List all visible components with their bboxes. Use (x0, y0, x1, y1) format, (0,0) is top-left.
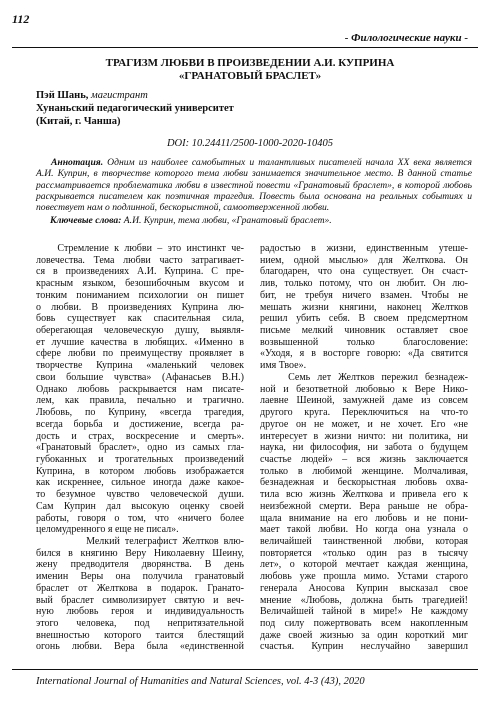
keywords-label: Ключевые слова: (50, 215, 122, 226)
text-line: тила всю жизнь Желткова и привела его к (260, 489, 468, 501)
text-line: творчестве Куприна «маленький человек (36, 360, 244, 372)
text-line: наука, ни философия, ни забота о будущем (260, 442, 468, 454)
body-column-right (260, 243, 468, 653)
text-line: работы, говоря о том, что «ничего более (36, 512, 244, 524)
text-line: губоканных и трогательных произведений (36, 453, 244, 465)
author-role: магистрант (88, 90, 148, 101)
text-line: лет», о которой мечтает каждая женщина, (260, 559, 468, 571)
text-line: генерала Аносова Куприн высказал свое (260, 582, 468, 594)
text-line: нием, одной мыслью» для Желткова. Он (260, 254, 468, 266)
text-line: Любовь, по Куприну, «всегда трагедия, (36, 407, 244, 419)
text-line: вый браслет символизирует святую и веч- (36, 594, 244, 606)
text-line: мает такой любви. Но когда она узнала о (260, 524, 468, 536)
text-line: внешностью которого таится блестящий (36, 629, 244, 641)
text-line: ной и безответной любовью к Вере Нико- (260, 383, 468, 395)
author-block (36, 89, 336, 128)
text-line: радостью в жизни, единственным утеше- (260, 243, 468, 254)
text-line: Величайшей тайной в мире!» Не каждому (260, 606, 468, 618)
text-line: Сам Куприн дал высокую оценку своей (36, 500, 244, 512)
text-line: ся в произведениях А.И. Куприна. С пре- (36, 266, 244, 278)
article-title (30, 57, 470, 83)
text-line: бился в княгиню Веру Николаевну Шеину, (36, 547, 244, 559)
text-line: о любви. В произведениях Куприна лю- (36, 301, 244, 313)
text-line: Куприна, в котором любовь изображается (36, 465, 244, 477)
body-column-left (36, 243, 244, 653)
author-location: (Китай, г. Чанша) (36, 116, 121, 127)
text-line: имя Твое». (260, 360, 307, 372)
text-line: лем, как правила, печально и трагично. (36, 395, 244, 407)
doi: DOI: 10.24411/2500-1000-2020-10405 (166, 138, 334, 149)
keywords (50, 215, 472, 226)
text-line: счастье людей» – вся жизнь заключается (260, 453, 468, 465)
article-title-line-2: «ГРАНАТОВЫЙ БРАСЛЕТ» (178, 70, 322, 82)
article-title-line-1: ТРАГИЗМ ЛЮБВИ В ПРОИЗВЕДЕНИИ А.И. КУПРИНА (105, 57, 395, 69)
text-line: решил убить себя. В своем предсмертном (260, 313, 468, 325)
text-line: другого круга. Переключиться на что-то (260, 407, 468, 419)
text-line: браслет от Желткова в подарок. Гранато- (36, 582, 244, 594)
text-line: целомудренного я еще не писал». (36, 524, 179, 536)
text-line: мешать жизни княгини, наконец Желтков (260, 301, 468, 313)
journal-footer: International Journal of Humanities and Natural Sciences, vol. 4-3 (43), 2020 (36, 676, 365, 687)
text-line: лаевне Шеиной, замужней даме из совсем (260, 395, 468, 407)
text-line: мнение «Любовь, должна быть трагедией! (260, 594, 468, 606)
text-line: жену предводителя дворянства. В день (36, 559, 244, 571)
text-line: только в любимой женщине. Молчаливая, (260, 465, 468, 477)
text-line: бовь существует как спасительная сила, (36, 313, 244, 325)
text-line: возвышенной только благословение: (260, 336, 468, 348)
section-header: - Филологические науки - (344, 32, 468, 44)
text-line: тонким пониманием психологии он пишет (36, 289, 244, 301)
header-rule (12, 47, 478, 48)
text-line: другое он не может, и не хочет. Его «не (260, 418, 468, 430)
text-line: Однако любовь раскрывается нам писате- (36, 383, 244, 395)
text-line: Мелкий телеграфист Желтков влю- (36, 535, 244, 547)
text-line: любовь уже прошла мимо. Устами старого (260, 571, 468, 583)
text-line: огонь любви. Вера была «единственной (36, 641, 244, 653)
text-line: интересует в жизни ничто: ни политика, ни (260, 430, 468, 442)
text-line: даже своей жизнью за один короткий миг (260, 629, 468, 641)
footer-rule (12, 669, 478, 670)
page-number: 112 (12, 12, 30, 26)
text-line: то безумное чувство человеческой души. (36, 489, 244, 501)
text-line: «Гранатовый браслет», одно из самых гла- (36, 442, 244, 454)
text-line: Стремление к любви – это инстинкт че- (36, 243, 244, 254)
text-line: щала внимание на его любовь и не пони- (260, 512, 468, 524)
keywords-text: А.И. Куприн, тема любви, «Гранатовый браслет». (121, 215, 332, 226)
text-line: этого человека, под непритязательной (36, 618, 244, 629)
text-line: письме мелкий чиновник оставляет свое (260, 325, 468, 337)
author-name: Пэй Шань, (36, 90, 89, 101)
abstract-text: Одним из наиболее самобытных и талантливых писателей начала XX века является А.И. Куприн, в творчестве которого тема любви занимается значительное место. В данной статье рассматривается проблематика любви в известной повести «Гранатовый браслет», в которой любовь раскрывается писателем как поэтичная трагедия. Повесть была основана на реальных событиях и повествует нам о подлинной, бескорыстной, самоотверженной любви. (36, 157, 472, 214)
author-affiliation: Хунаньский педагогический университет (36, 103, 234, 114)
text-line: ную любовь героя и индивидуальность (36, 606, 244, 618)
text-line: ет лучшие качества в любящих. «Именно в (36, 336, 244, 348)
text-line: всегда борьба и достижение, всегда ра- (36, 418, 244, 430)
text-line: красным языком, безошибочным вкусом и (36, 278, 244, 290)
abstract-label: Аннотация. (51, 157, 104, 168)
text-line: ловечества. Тема любви часто затрагивает- (36, 254, 244, 266)
text-line: именин Веры она получила гранатовый (36, 571, 244, 583)
text-line: неизбежной смерти. Вера раньше не обра- (260, 500, 468, 512)
text-line: под силу пожертвовать всем накопленным (260, 618, 468, 629)
text-line: сфере любви по преимуществу проявляет в (36, 348, 244, 360)
text-line: оберегающая человеческую душу, выявля- (36, 325, 244, 337)
text-line: безнадежная и бескорыстная любовь охва- (260, 477, 468, 489)
author-line (36, 89, 336, 102)
text-line: свои большие чувства» (Афанасьев В.Н.) (36, 371, 244, 383)
text-line: как искреннее, сильное иногда даже какое- (36, 477, 244, 489)
text-line: лив, только потому, что он любит. Он лю- (260, 278, 468, 290)
text-line: «Уходя, я в восторге говорю: «Да святится (260, 348, 468, 360)
text-line: счастья. Куприн неслучайно завершил (260, 641, 468, 653)
text-line: благодарен, что она существует. Он счаст- (260, 266, 468, 278)
text-line: Семь лет Желтков пережил безнадеж- (260, 371, 468, 383)
text-line: величайшей таинственной любви, которая (260, 535, 468, 547)
abstract (36, 157, 472, 213)
text-line: повторяется «только один раз в тысячу (260, 547, 468, 559)
text-line: дость и страх, воскресение и смерть». (36, 430, 244, 442)
text-line: бит, не требуя ничего взамен. Чтобы не (260, 289, 468, 301)
